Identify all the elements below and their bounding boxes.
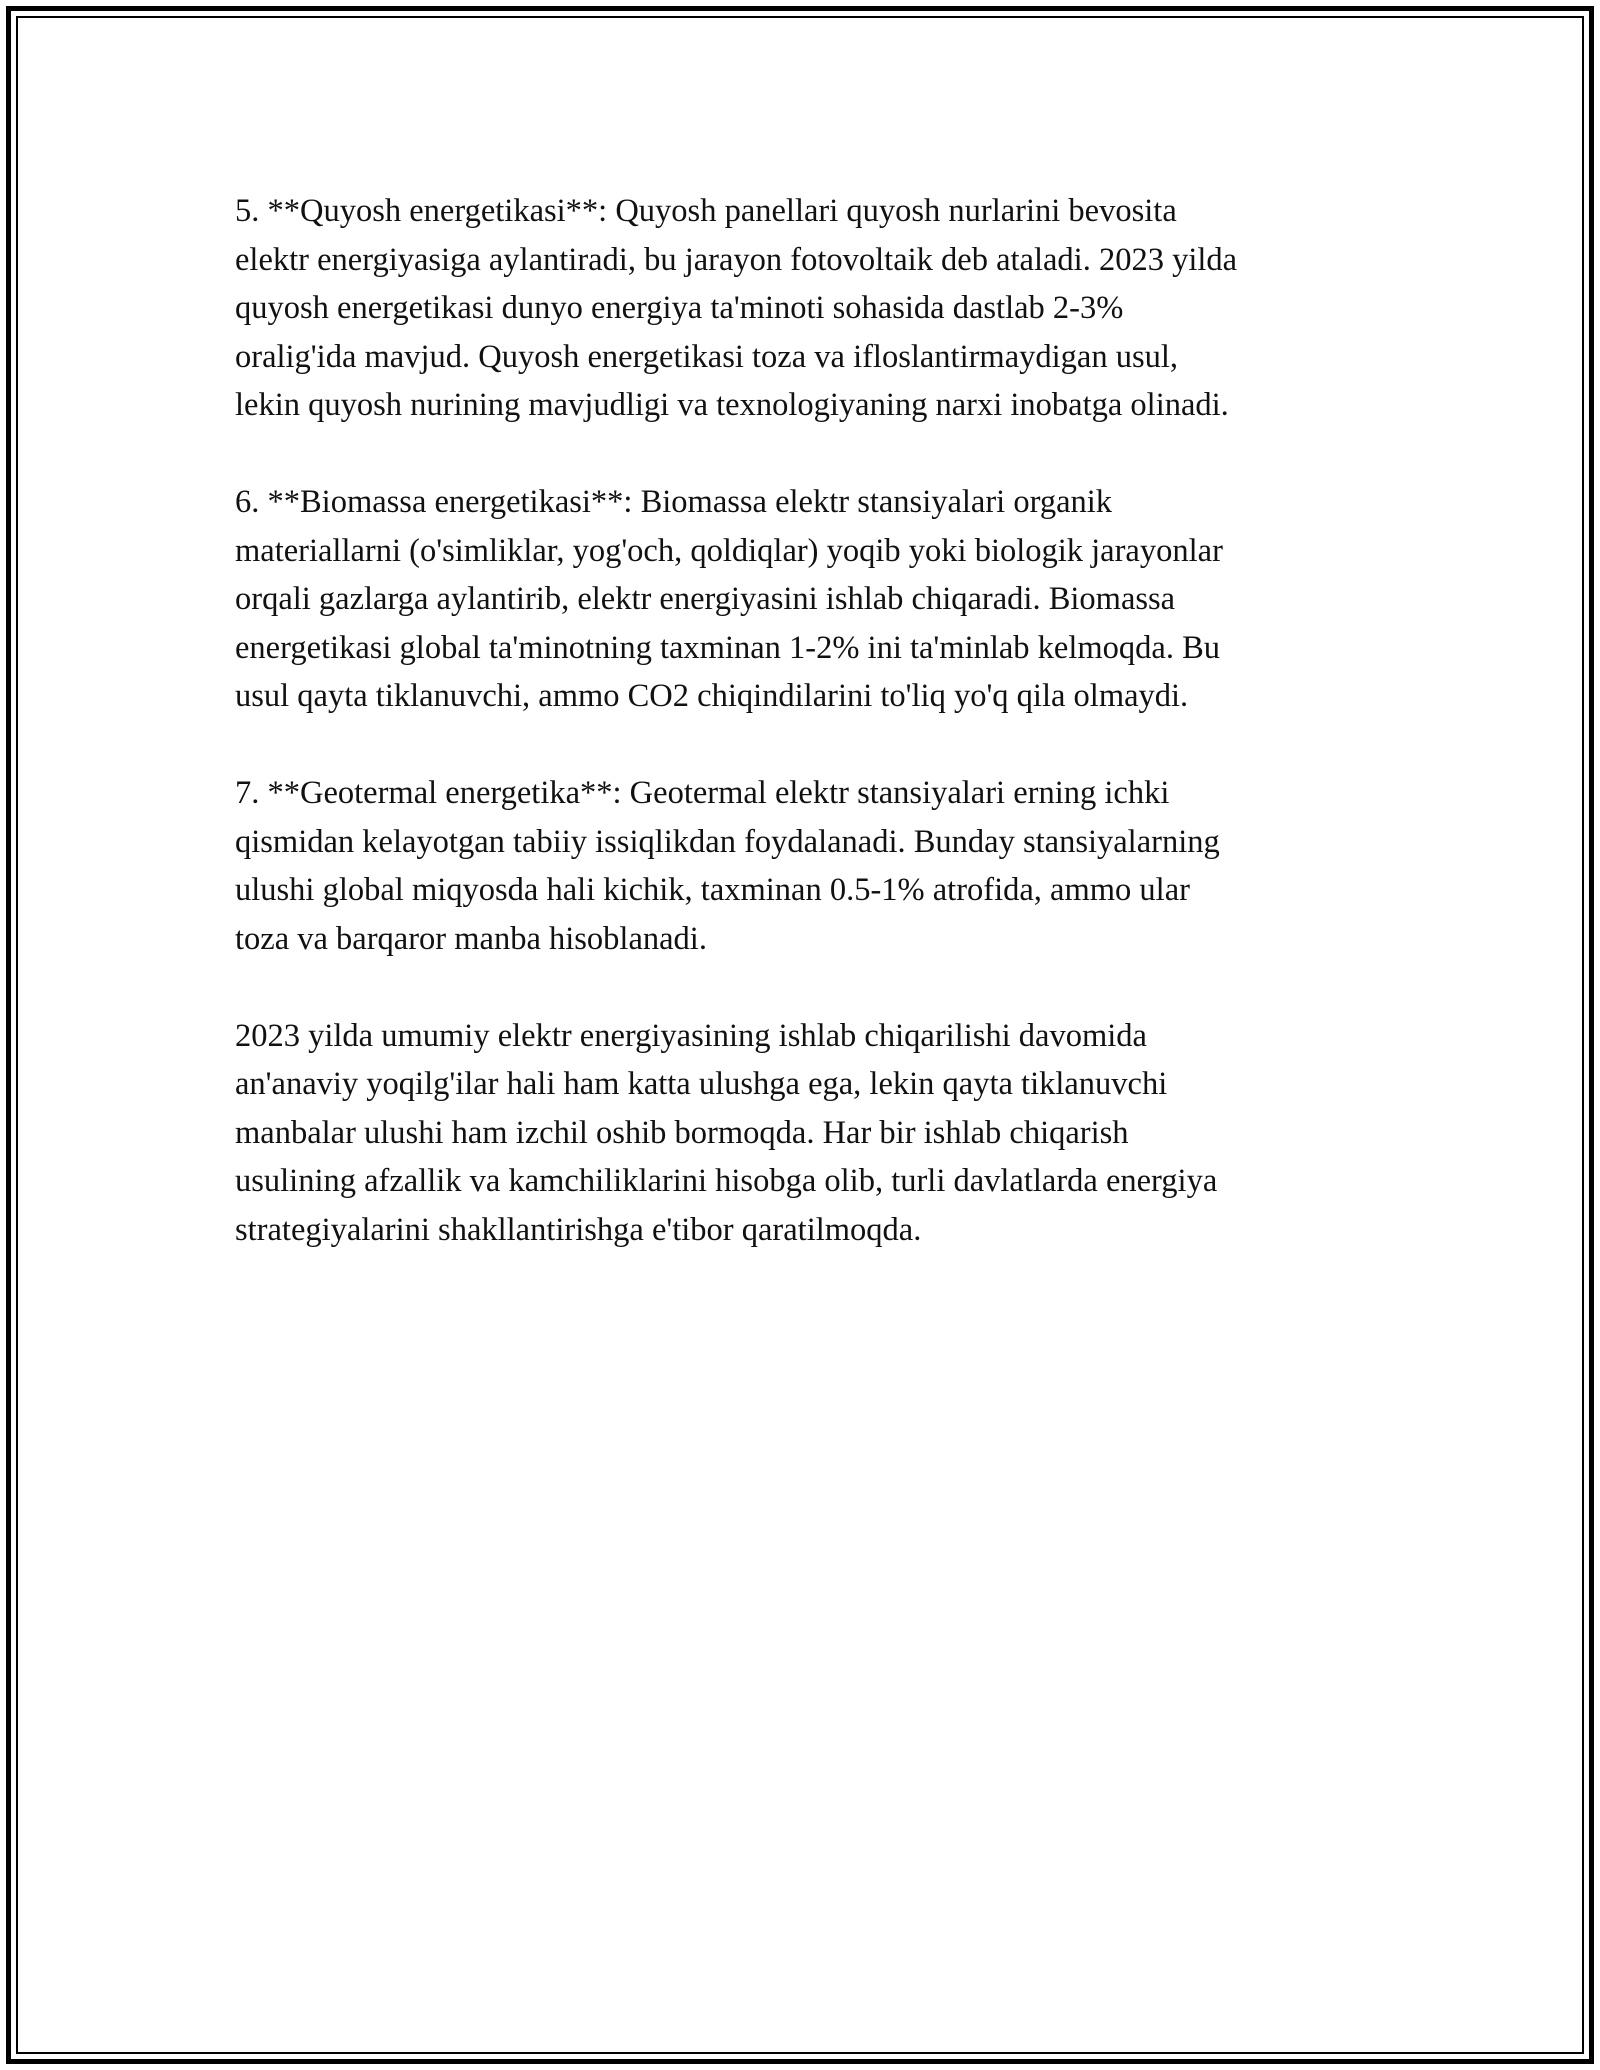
paragraph-biomass-energy: 6. **Biomassa energetikasi**: Biomassa elektr stansiyalari organik materiallarni (o'simliklar, yog'och, qoldiqlar) yoqib yoki biologik jarayonlar orqali gazlarga aylantirib, elektr energiyasini ishlab chiqaradi. Biomassa energetikasi global ta'minotning taxminan 1-2% ini ta'minlab kelmoqda. Bu usul qayta tiklanuvchi, ammo CO2 chiqindilarini to'liq yo'q qila olmaydi. <box>235 484 1223 714</box>
paragraph-solar-energy: 5. **Quyosh energetikasi**: Quyosh panellari quyosh nurlarini bevosita elektr energiyasiga aylantiradi, bu jarayon fotovoltaik deb ataladi. 2023 yilda quyosh energetikasi dunyo energiya ta'minoti sohasida dastlab 2-3% oralig'ida mavjud. Quyosh energetikasi toza va ifloslantirmaydigan usul, lekin quyosh nurining mavjudligi va texnologiyaning narxi inobatga olinadi. <box>235 193 1238 423</box>
paragraph-geothermal-energy: 7. **Geotermal energetika**: Geotermal elektr stansiyalari erning ichki qismidan kelayotgan tabiiy issiqlikdan foydalanadi. Bunday stansiyalarning ulushi global miqyosda hali kichik, taxminan 0.5-1% atrofida, ammo ular toza va barqaror manba hisoblanadi. <box>235 775 1220 957</box>
paragraph-conclusion: 2023 yilda umumiy elektr energiyasining ishlab chiqarilishi davomida an'anaviy yoqilg'ilar hali ham katta ulushga ega, lekin qayta tiklanuvchi manbalar ulushi ham izchil oshib bormoqda. Har bir ishlab chiqarish usulining afzallik va kamchiliklarini hisobga olib, turli davlatlarda energiya strategiyalarini shakllantirishga e'tibor qaratilmoqda. <box>235 1017 1218 1248</box>
document-body <box>235 187 1395 1303</box>
